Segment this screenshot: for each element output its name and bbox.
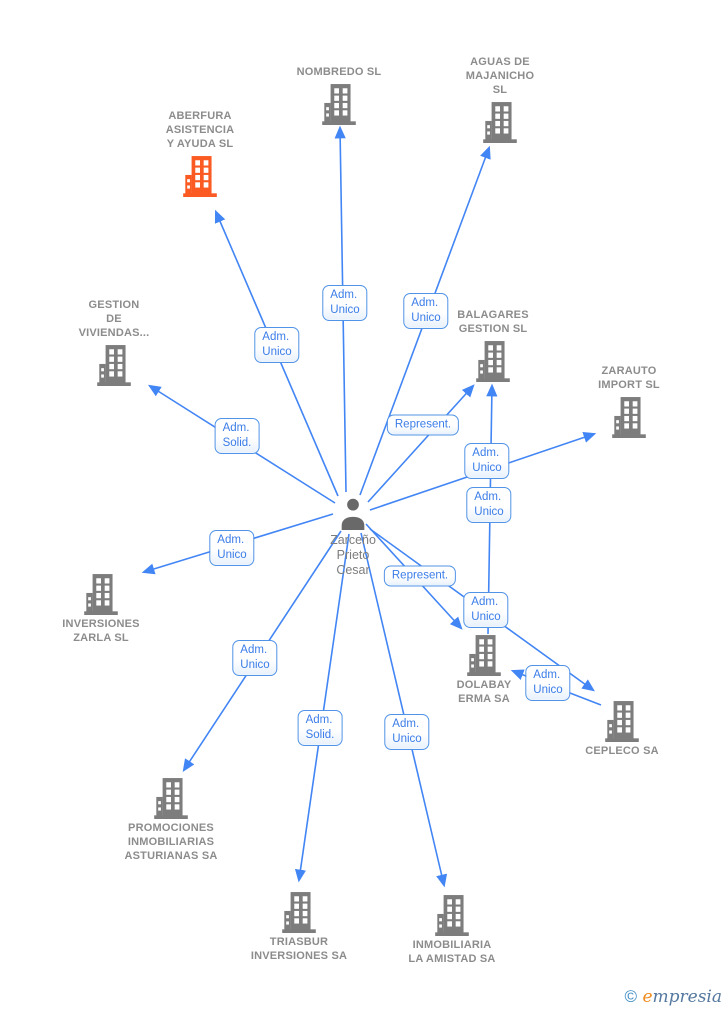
company-name-aguas-de-majanicho[interactable]: AGUAS DE MAJANICHO SL — [465, 56, 535, 96]
relation-label-adm-unico: Adm. Unico — [209, 530, 254, 566]
relation-label-adm-unico: Adm. Unico — [525, 665, 570, 701]
company-name-balagares-gestion[interactable]: BALAGARES GESTION SL — [457, 309, 529, 335]
company-name-triasbur-inversiones[interactable]: TRIASBUR INVERSIONES SA — [250, 936, 348, 962]
person-icon — [337, 496, 369, 537]
relation-label-represent: Represent. — [384, 566, 456, 587]
company-name-promociones-inmobiliarias-asturianas[interactable]: PROMOCIONES INMOBILIARIAS ASTURIANAS SA — [124, 822, 218, 862]
building-icon-aberfura — [181, 155, 219, 202]
relation-label-adm-solid: Adm. Solid. — [215, 418, 260, 454]
relation-label-adm-unico: Adm. Unico — [232, 640, 277, 676]
company-name-zarauto-import[interactable]: ZARAUTO IMPORT SL — [598, 365, 660, 391]
relation-label-adm-unico: Adm. Unico — [464, 443, 509, 479]
relation-label-adm-solid: Adm. Solid. — [298, 710, 343, 746]
relation-label-adm-unico: Adm. Unico — [466, 487, 511, 523]
relation-label-adm-unico: Adm. Unico — [384, 714, 429, 750]
copyright-icon: © — [624, 987, 638, 1006]
building-icon-cepleco — [603, 700, 641, 747]
brand-rest: mpresia — [652, 987, 722, 1007]
person-name[interactable]: Zarceño Prieto Cesar — [330, 533, 376, 577]
building-icon-balagares-gestion — [474, 340, 512, 387]
company-name-aberfura[interactable]: ABERFURA ASISTENCIA Y AYUDA SL — [165, 110, 235, 150]
relationship-edge-triasbur-inversiones — [299, 534, 349, 880]
building-icon-nombredo — [320, 83, 358, 130]
company-name-cepleco[interactable]: CEPLECO SA — [585, 745, 659, 757]
relation-label-represent: Represent. — [387, 415, 459, 436]
relation-label-adm-unico: Adm. Unico — [403, 293, 448, 329]
empresia-watermark[interactable] — [625, 987, 723, 1007]
building-icon-zarauto-import — [610, 396, 648, 443]
relation-label-adm-unico: Adm. Unico — [254, 327, 299, 363]
relation-label-adm-unico: Adm. Unico — [463, 592, 508, 628]
company-name-inmobiliaria-la-amistad[interactable]: INMOBILIARIA LA AMISTAD SA — [408, 939, 496, 965]
building-icon-triasbur-inversiones — [280, 891, 318, 938]
building-icon-inmobiliaria-la-amistad — [433, 894, 471, 941]
brand-first-letter: e — [642, 987, 653, 1007]
company-name-gestion-de-viviendas[interactable]: GESTION DE VIVIENDAS... — [78, 299, 150, 339]
building-icon-promociones-inmobiliarias-asturianas — [152, 777, 190, 824]
building-icon-gestion-de-viviendas — [95, 344, 133, 391]
company-name-nombredo[interactable]: NOMBREDO SL — [296, 66, 382, 78]
relation-label-adm-unico: Adm. Unico — [322, 285, 367, 321]
company-name-dolabay-erma[interactable]: DOLABAY ERMA SA — [456, 679, 512, 705]
building-icon-aguas-de-majanicho — [481, 101, 519, 148]
relationship-edge-balagares-gestion — [368, 386, 473, 502]
building-icon-inversiones-zarla — [82, 573, 120, 620]
company-name-inversiones-zarla[interactable]: INVERSIONES ZARLA SL — [62, 618, 140, 644]
building-icon-dolabay-erma — [465, 634, 503, 681]
